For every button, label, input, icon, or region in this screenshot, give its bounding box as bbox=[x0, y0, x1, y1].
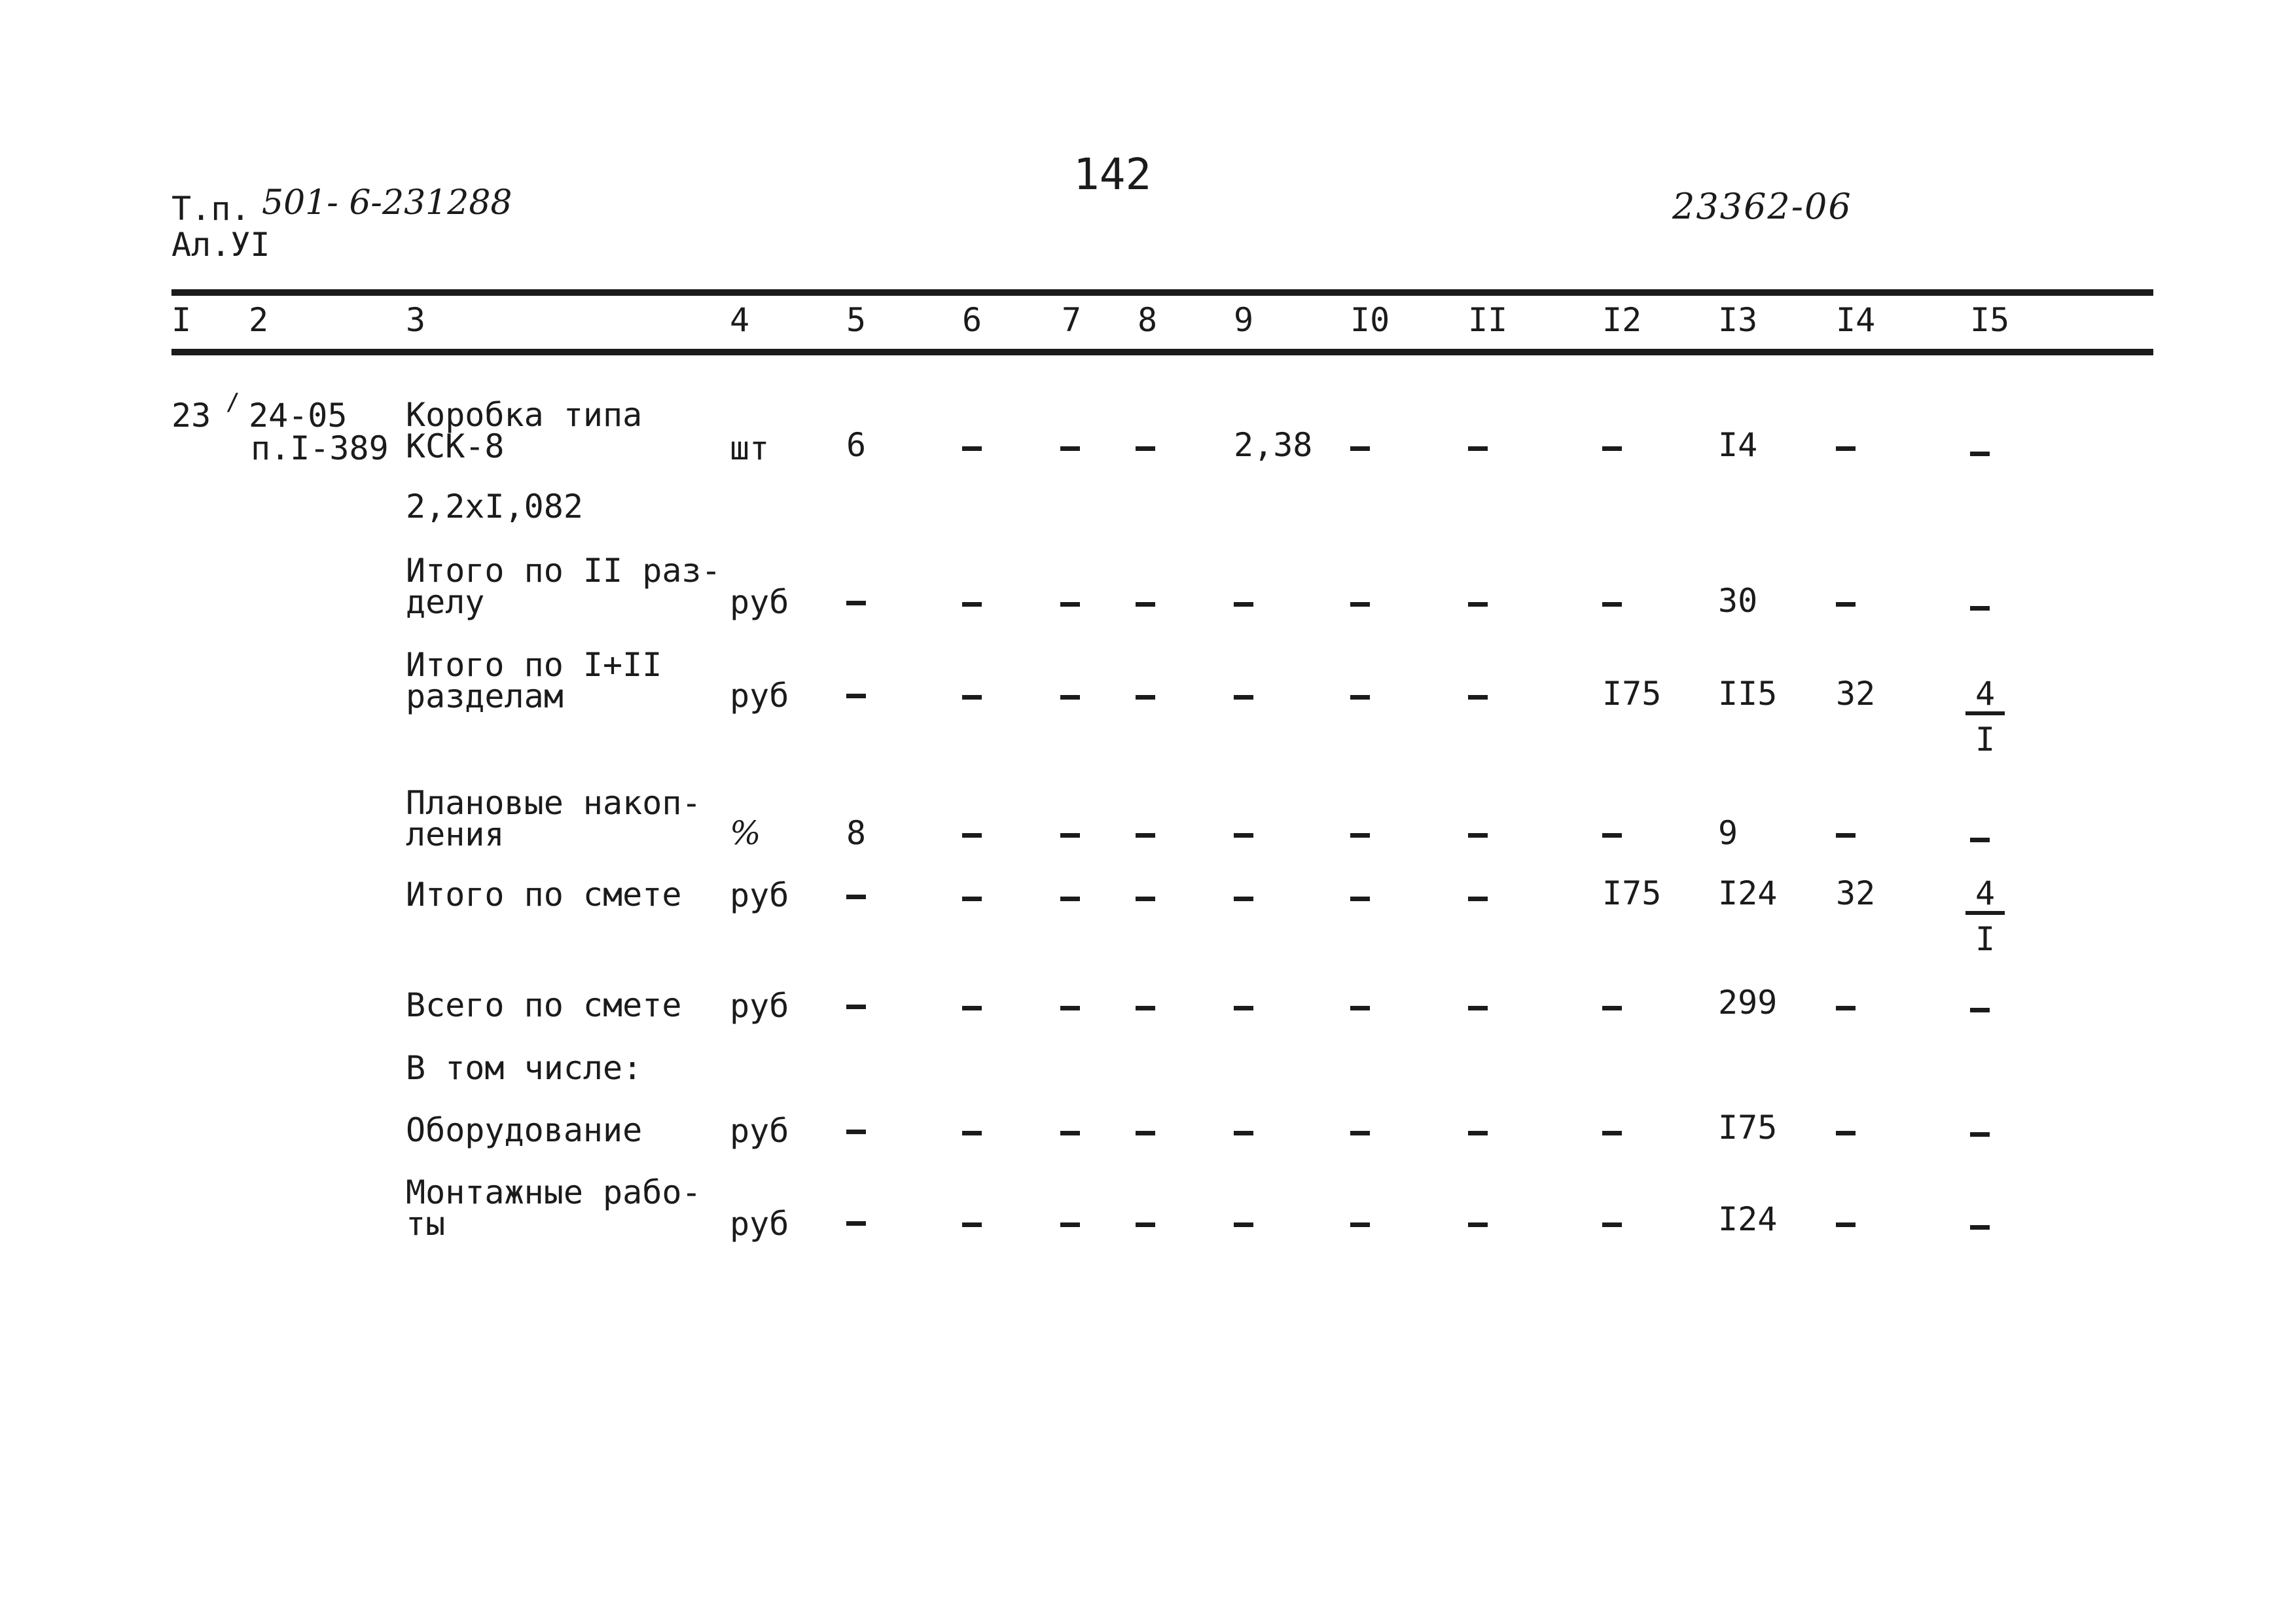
dash bbox=[1970, 838, 1990, 842]
dash bbox=[1970, 1225, 1990, 1230]
column-header-8: 8 bbox=[1138, 301, 1158, 339]
cell-col14: 32 bbox=[1836, 675, 1876, 713]
cell-col13: 299 bbox=[1718, 984, 1778, 1022]
fraction-col15 bbox=[1965, 874, 2005, 958]
doc-number-handwritten: 501- 6-231288 bbox=[262, 183, 512, 223]
page-number: 142 bbox=[1073, 149, 1152, 200]
cell-col13: I75 bbox=[1718, 1109, 1778, 1147]
cell-col5: 8 bbox=[846, 814, 867, 852]
column-header-5: 5 bbox=[846, 301, 867, 339]
code-line-1: 24-05 bbox=[249, 397, 348, 435]
unit: руб bbox=[730, 987, 789, 1025]
column-header-12: I2 bbox=[1602, 301, 1642, 339]
dash bbox=[1350, 1131, 1370, 1135]
dash bbox=[1060, 695, 1080, 700]
dash bbox=[1136, 446, 1155, 451]
dash bbox=[1136, 833, 1155, 838]
dash bbox=[1136, 695, 1155, 700]
dash bbox=[1836, 1131, 1856, 1135]
tick-mark: / bbox=[226, 389, 240, 416]
fraction-col15 bbox=[1965, 677, 2005, 756]
dash bbox=[1836, 446, 1856, 451]
column-header-3: 3 bbox=[406, 301, 426, 339]
formula-text: 2,2хI,082 bbox=[406, 488, 583, 526]
unit: руб bbox=[730, 876, 789, 914]
column-header-7: 7 bbox=[1062, 301, 1082, 339]
column-header-6: 6 bbox=[962, 301, 982, 339]
item-description: В том числе: bbox=[406, 1049, 643, 1087]
dash bbox=[1468, 897, 1488, 901]
dash bbox=[1136, 1131, 1155, 1135]
dash bbox=[1350, 446, 1370, 451]
dash bbox=[1060, 446, 1080, 451]
dash bbox=[962, 695, 982, 700]
cell-col12: I75 bbox=[1602, 675, 1662, 713]
cell-col5: 6 bbox=[846, 426, 867, 464]
column-header-9: 9 bbox=[1234, 301, 1254, 339]
dash bbox=[1060, 1131, 1080, 1135]
unit: руб bbox=[730, 583, 789, 621]
column-header-14: I4 bbox=[1836, 301, 1876, 339]
dash bbox=[962, 833, 982, 838]
item-description: Итого по II раз- делу bbox=[406, 552, 721, 621]
dash bbox=[1060, 602, 1080, 607]
fraction-numerator: 4 bbox=[1965, 677, 2005, 715]
dash bbox=[1602, 1222, 1622, 1227]
row-number: 23 bbox=[171, 397, 211, 435]
cell-col13: 9 bbox=[1718, 814, 1738, 852]
dash bbox=[1970, 606, 1990, 611]
dash bbox=[962, 602, 982, 607]
column-header-11: II bbox=[1468, 301, 1508, 339]
dash bbox=[846, 895, 866, 899]
dash bbox=[1136, 897, 1155, 901]
dash bbox=[846, 1005, 866, 1009]
dash bbox=[1468, 695, 1488, 700]
dash bbox=[1350, 1222, 1370, 1227]
dash bbox=[962, 1222, 982, 1227]
dash bbox=[1060, 1222, 1080, 1227]
dash bbox=[1602, 1006, 1622, 1010]
code-line-2: п.I-389 bbox=[251, 429, 389, 467]
dash bbox=[962, 897, 982, 901]
dash bbox=[1468, 1131, 1488, 1135]
dash bbox=[846, 694, 866, 698]
column-header-15: I5 bbox=[1970, 301, 2010, 339]
dash bbox=[1136, 602, 1155, 607]
album-label: Ал.УI bbox=[171, 226, 270, 264]
column-header-10: I0 bbox=[1350, 301, 1390, 339]
dash bbox=[1234, 602, 1253, 607]
fraction-denominator: I bbox=[1975, 920, 1996, 958]
dash bbox=[1602, 446, 1622, 451]
dash bbox=[1234, 897, 1253, 901]
dash bbox=[1136, 1222, 1155, 1227]
item-description: Всего по смете bbox=[406, 986, 682, 1024]
dash bbox=[1234, 695, 1253, 700]
cell-col13: I24 bbox=[1718, 1200, 1778, 1238]
cell-col13: 30 bbox=[1718, 582, 1758, 620]
dash bbox=[1836, 1006, 1856, 1010]
cell-col9: 2,38 bbox=[1234, 426, 1313, 464]
column-header-4: 4 bbox=[730, 301, 750, 339]
column-header-1: I bbox=[171, 301, 192, 339]
dash bbox=[1970, 452, 1990, 456]
dash bbox=[1468, 833, 1488, 838]
column-header-2: 2 bbox=[249, 301, 269, 339]
item-description: Оборудование bbox=[406, 1111, 643, 1149]
unit: % bbox=[730, 814, 761, 852]
unit: шт bbox=[730, 429, 770, 467]
dash bbox=[1602, 833, 1622, 838]
dash bbox=[1350, 602, 1370, 607]
inventory-number-handwritten: 23362-06 bbox=[1672, 186, 1852, 227]
cell-col14: 32 bbox=[1836, 874, 1876, 912]
dash bbox=[1234, 1222, 1253, 1227]
item-description: Коробка типа КСК-8 bbox=[406, 396, 643, 465]
fraction-numerator: 4 bbox=[1965, 877, 2005, 915]
cell-col12: I75 bbox=[1602, 874, 1662, 912]
dash bbox=[1836, 833, 1856, 838]
dash bbox=[962, 446, 982, 451]
dash bbox=[962, 1006, 982, 1010]
dash bbox=[1836, 1222, 1856, 1227]
dash bbox=[1350, 833, 1370, 838]
dash bbox=[1136, 1006, 1155, 1010]
dash bbox=[1468, 1222, 1488, 1227]
doc-label: Т.п. bbox=[171, 190, 251, 228]
dash bbox=[1836, 602, 1856, 607]
item-description: Итого по I+II разделам bbox=[406, 646, 662, 715]
table-header-bottom-rule bbox=[171, 349, 2153, 355]
dash bbox=[1468, 602, 1488, 607]
dash bbox=[1234, 1006, 1253, 1010]
item-description: Итого по смете bbox=[406, 876, 682, 914]
dash bbox=[846, 601, 866, 605]
dash bbox=[1350, 897, 1370, 901]
cell-col13: I24 bbox=[1718, 874, 1778, 912]
item-description: Монтажные рабо- ты bbox=[406, 1173, 702, 1243]
dash bbox=[1970, 1008, 1990, 1012]
unit: руб bbox=[730, 1205, 789, 1243]
dash bbox=[1602, 602, 1622, 607]
dash bbox=[1602, 1131, 1622, 1135]
cell-col13: II5 bbox=[1718, 675, 1778, 713]
table-top-rule bbox=[171, 289, 2153, 296]
dash bbox=[846, 1221, 866, 1226]
cell-col13: I4 bbox=[1718, 426, 1758, 464]
dash bbox=[1970, 1132, 1990, 1137]
dash bbox=[1350, 1006, 1370, 1010]
dash bbox=[962, 1131, 982, 1135]
dash bbox=[1468, 1006, 1488, 1010]
unit: руб bbox=[730, 1112, 789, 1150]
unit: руб bbox=[730, 677, 789, 715]
item-description: Плановые накоп- ления bbox=[406, 784, 702, 853]
dash bbox=[1060, 833, 1080, 838]
column-header-13: I3 bbox=[1718, 301, 1758, 339]
dash bbox=[1234, 833, 1253, 838]
dash bbox=[1060, 897, 1080, 901]
dash bbox=[1468, 446, 1488, 451]
dash bbox=[1060, 1006, 1080, 1010]
dash bbox=[846, 1130, 866, 1134]
fraction-denominator: I bbox=[1975, 721, 1996, 758]
dash bbox=[1350, 695, 1370, 700]
dash bbox=[1234, 1131, 1253, 1135]
